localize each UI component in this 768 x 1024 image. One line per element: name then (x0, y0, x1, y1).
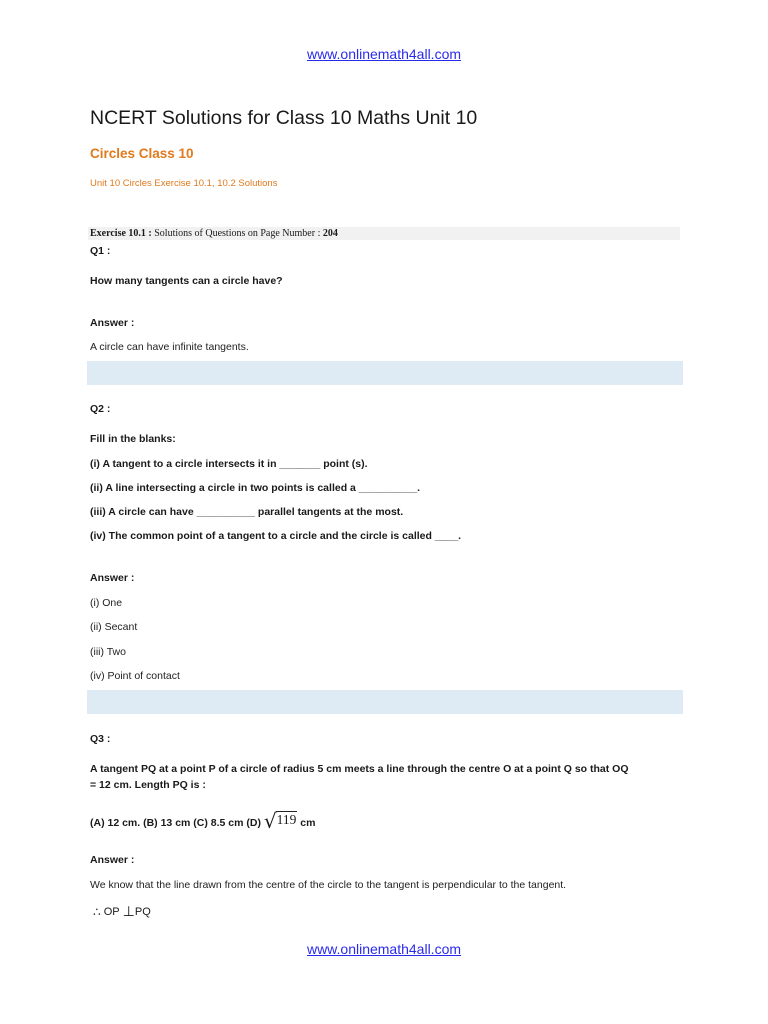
header-link[interactable]: www.onlinemath4all.com (306, 46, 462, 62)
separator-band (87, 361, 683, 385)
therefore-left: OP (103, 906, 120, 918)
q2-answer: (i) One (90, 597, 123, 609)
q3-question-line1: A tangent PQ at a point P of a circle of radius 5 cm meets a line through the centre O at a point Q so that OQ (90, 763, 629, 775)
q3-options-prefix: (A) 12 cm. (B) 13 cm (C) 8.5 cm (D) (90, 817, 264, 829)
q3-options (90, 807, 315, 831)
therefore-icon: ∴ (93, 905, 101, 919)
q3-answer-label: Answer : (90, 854, 135, 866)
q3-answer: We know that the line drawn from the centre of the circle to the tangent is perpendicular to the tangent. (90, 879, 567, 891)
q2-answer-label: Answer : (90, 572, 135, 584)
q2-item: (iii) A circle can have __________ parallel tangents at the most. (90, 506, 404, 518)
therefore-statement (93, 904, 151, 920)
sqrt-expression (264, 807, 298, 831)
q2-answer: (iv) Point of contact (90, 670, 180, 682)
exercise-label: Exercise 10.1 : (90, 228, 152, 239)
q1-label: Q1 : (90, 245, 111, 257)
sub-heading: Unit 10 Circles Exercise 10.1, 10.2 Solutions (90, 178, 278, 189)
therefore-right: PQ (134, 906, 151, 918)
q3-label: Q3 : (90, 733, 111, 745)
q2-answer: (iii) Two (90, 646, 126, 658)
sqrt-icon: √ (263, 809, 277, 833)
q1-answer: A circle can have infinite tangents. (90, 341, 249, 353)
page-title: NCERT Solutions for Class 10 Maths Unit 10 (90, 107, 478, 129)
exercise-header (88, 227, 680, 240)
footer-link[interactable]: www.onlinemath4all.com (306, 941, 462, 957)
separator-band (87, 690, 683, 714)
q1-answer-label: Answer : (90, 317, 135, 329)
page-subtitle: Circles Class 10 (90, 146, 194, 161)
q2-item: (iv) The common point of a tangent to a circle and the circle is called ____. (90, 530, 462, 542)
q3-options-suffix: cm (297, 817, 316, 829)
q2-item: (ii) A line intersecting a circle in two points is called a __________. (90, 482, 421, 494)
q3-question-line2: = 12 cm. Length PQ is : (90, 779, 206, 791)
q2-answer: (ii) Secant (90, 621, 138, 633)
q2-label: Q2 : (90, 403, 111, 415)
sqrt-value: 119 (276, 812, 297, 827)
exercise-page-number: 204 (322, 228, 338, 239)
exercise-text: Solutions of Questions on Page Number : (151, 228, 323, 239)
perpendicular-icon: ⊥ (122, 904, 135, 920)
q1-question: How many tangents can a circle have? (90, 275, 283, 287)
q2-item: (i) A tangent to a circle intersects it in _______ point (s). (90, 458, 368, 470)
q2-intro: Fill in the blanks: (90, 433, 176, 445)
